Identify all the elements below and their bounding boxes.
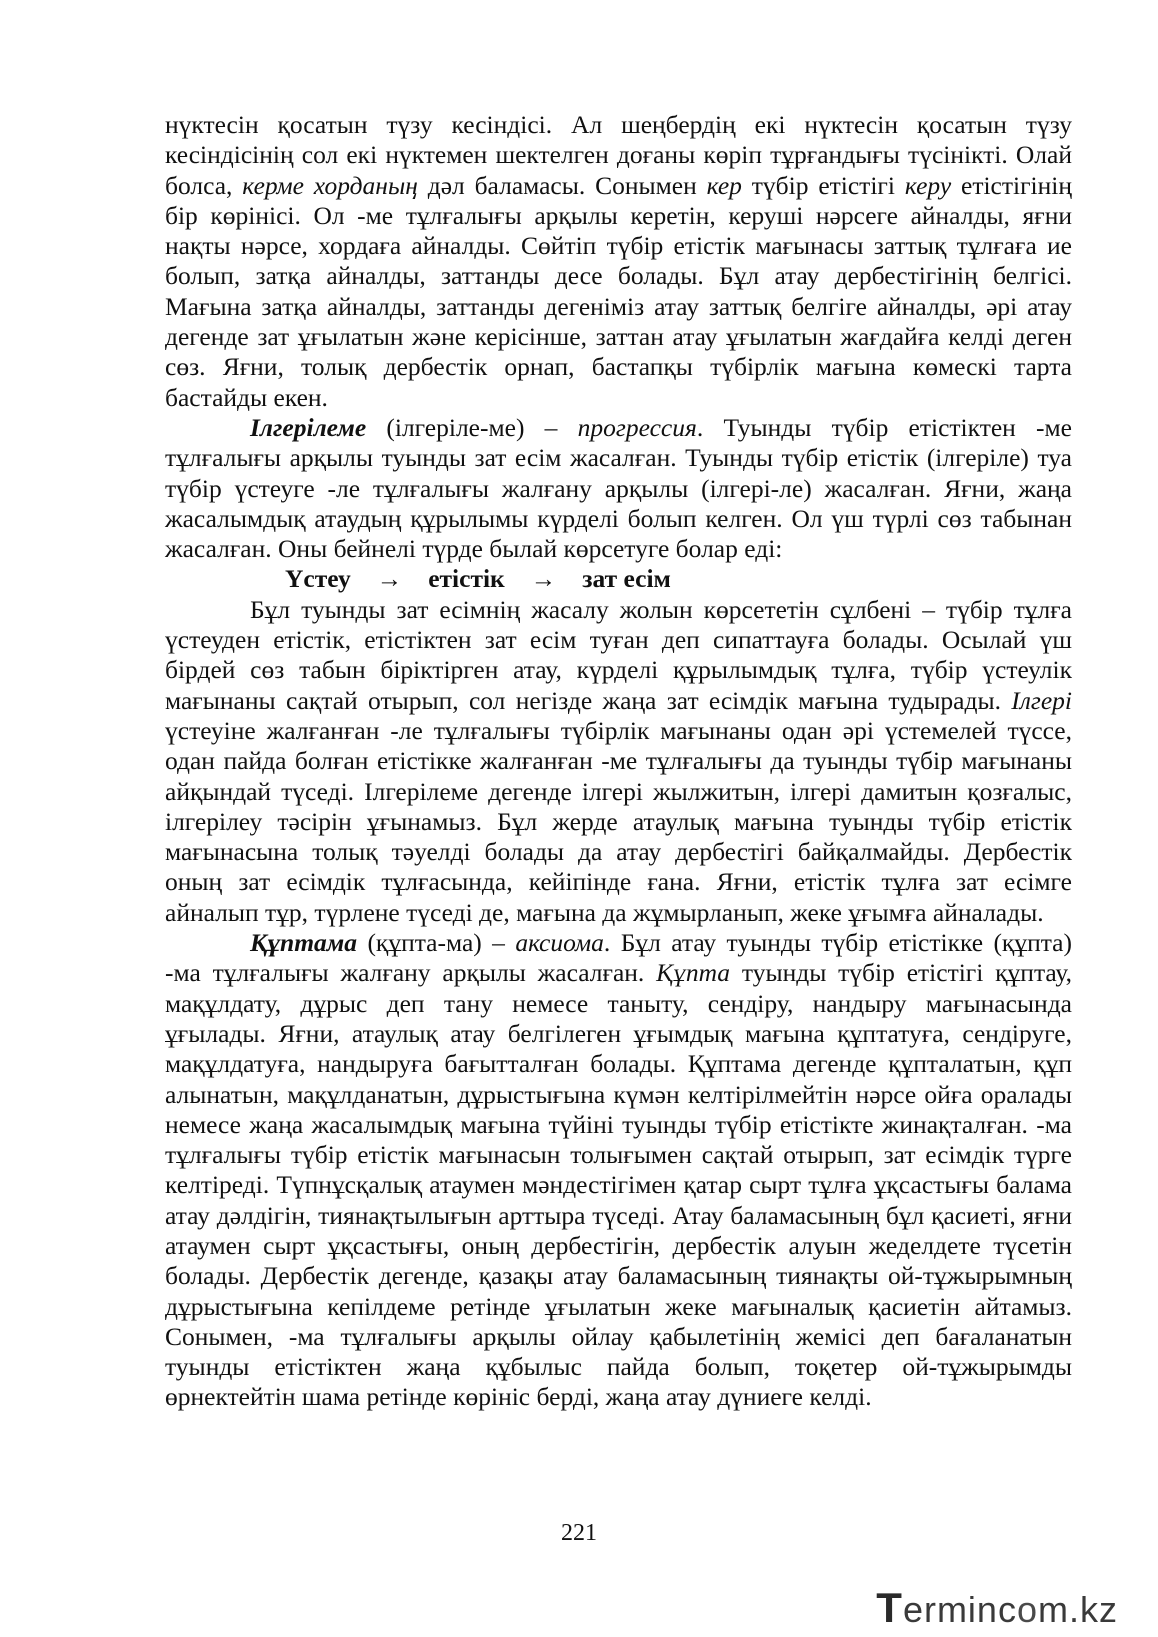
italic-term: Ілгері: [1011, 685, 1072, 715]
paragraph-2: Ілгерілеме (ілгеріле-ме) – прогрессия. Туынды түбір етістіктен -ме тұлғалығы арқылы туынды зат есім жасалған. Туынды түбір етістік (ілгеріле) туа түбір үстеуге -ле тұлғалығы жалғану арқылы (ілгері-ле) жасалған. Яғни, жаңа жасалымдық атаудың құрылымы күрделі болып келген. Ол үш түрлі сөз табынан жасалған. Оны бейнелі түрде былай көрсетуге болар еді:: [165, 412, 1072, 564]
bold-italic-term: Ілгерілеме: [250, 412, 367, 442]
formula-line: Үстеу → етістік → зат есім: [285, 564, 671, 594]
arrow-right-icon: →: [376, 564, 403, 594]
paragraph-3: Бұл туынды зат есімнің жасалу жолын көрсететін сұлбені – түбір тұлға үстеуден етістік, етістіктен зат есім туған деп сипаттауға болады. Осылай үш бірдей сөз табын біріктірген атау, күрделі құрылымдық тұлға, түбір үстеулік мағынаны сақтай отырып, сол негізде жаңа зат есімдік мағына тудырады. Ілгері үстеуіне жалғанған -ле тұлғалығы түбірлік мағынаны одан әрі үстемелей түссе, одан пайда болған етістікке жалғанған -ме тұлғалығы да туынды түбір мағынаны айқындай түседі. Ілгерілеме дегенде ілгері жылжитын, ілгері дамитын қозғалыс, ілгерілеу тәсірін ұғынамыз. Бұл жерде атаулық мағына туынды түбір етістік мағынасына толық тәуелді болады да атау дербестігі байқалмайды. Дербестік оның зат есімдік тұлғасында, кейіпінде ғана. Яғни, етістік тұлға зат есімге айналып тұр, түрлене түседі де, мағына да жұмырланып, жеке ұғымға айналады.: [165, 594, 1072, 927]
italic-term: керу: [904, 170, 952, 200]
page-body: [165, 110, 1072, 1413]
bold-italic-term: Құптама: [250, 928, 358, 958]
page-number: 221: [561, 1520, 597, 1546]
italic-term: Құпта: [656, 958, 731, 988]
italic-term: керме хорданың: [242, 170, 418, 200]
paragraph-4: Құптама (құпта-ма) – аксиома. Бұл атау туынды түбір етістікке (құпта) -ма тұлғалығы жалғану арқылы жасалған. Құпта туынды түбір етістігі құптау, мақұлдату, дұрыс деп тану немесе таныту, сендіру, нандыру мағынасында ұғылады. Яғни, атаулық атау белгілеген ұғымдық мағына құптатуға, сендіруге, мақұлдатуға, нандыруға бағытталған болады. Құптама дегенде құпталатын, құп алынатын, мақұлданатын, дұрыстығына күмән келтірілмейтін нәрсе ойға оралады немесе жаңа жасалымдық мағына түйіні туынды түбір етістікте жинақталған. -ма тұлғалығы түбір етістік мағынасын толығымен сақтай отырып, зат есімдік түрге келтіреді. Түпнұсқалық атаумен мәндестігімен қатар сырт тұлға ұқсастығы балама атау дәлдігін, тиянақтылығын арттыра түседі. Атау баламасының бұл қасиеті, яғни атаумен сырт ұқсастығы, оның дербестігін, дербестік алуын жеделдете түсетін болады. Дербестік дегенде, қазақы атау баламасының тиянақты ой-тұжырымның дұрыстығына кепілдеме ретінде ұғылатын жеке мағыналық қасиетін айтамыз. Сонымен, -ма тұлғалығы арқылы ойлау қабылетінің жемісі деп бағаланатын туынды етістіктен жаңа құбылыс пайда болып, тоқетер ой-тұжырымды өрнектейтін шама ретінде көрініс берді, жаңа атау дүниеге келді.: [165, 928, 1073, 1412]
italic-term: кер: [706, 170, 742, 200]
italic-term: аксиома: [515, 928, 604, 958]
paragraph-1: нүктесін қосатын түзу кесіндісі. Ал шеңбердің екі нүктесін қосатын түзу кесіндісінің сол екі нүктемен шектелген доғаны көріп тұрғандығы түсінікті. Олай болса, керме хорданың дәл баламасы. Сонымен кер түбір етістігі керу етістігінің бір көрінісі. Ол -ме тұлғалығы арқылы керетін, керуші нәрсеге айналды, яғни нақты нәрсе, хордаға айналды. Сөйтіп түбір етістік мағынасы заттық тұлғаға ие болып, затқа айналды, заттанды десе болады. Бұл атау дербестігінің белгісі. Мағына затқа айналды, заттанды дегеніміз атау заттық белгіге айналды, әрі атау дегенде зат ұғылатын және керісінше, заттан атау ұғылатын жағдайға келді деген сөз. Яғни, толық дербестік орнап, бастапқы түбірлік мағына көмескі тарта бастайды екен.: [165, 110, 1073, 412]
watermark-logo: Termincom.kz: [876, 1584, 1118, 1631]
arrow-right-icon: →: [530, 564, 557, 594]
italic-term: прогрессия: [577, 412, 697, 442]
